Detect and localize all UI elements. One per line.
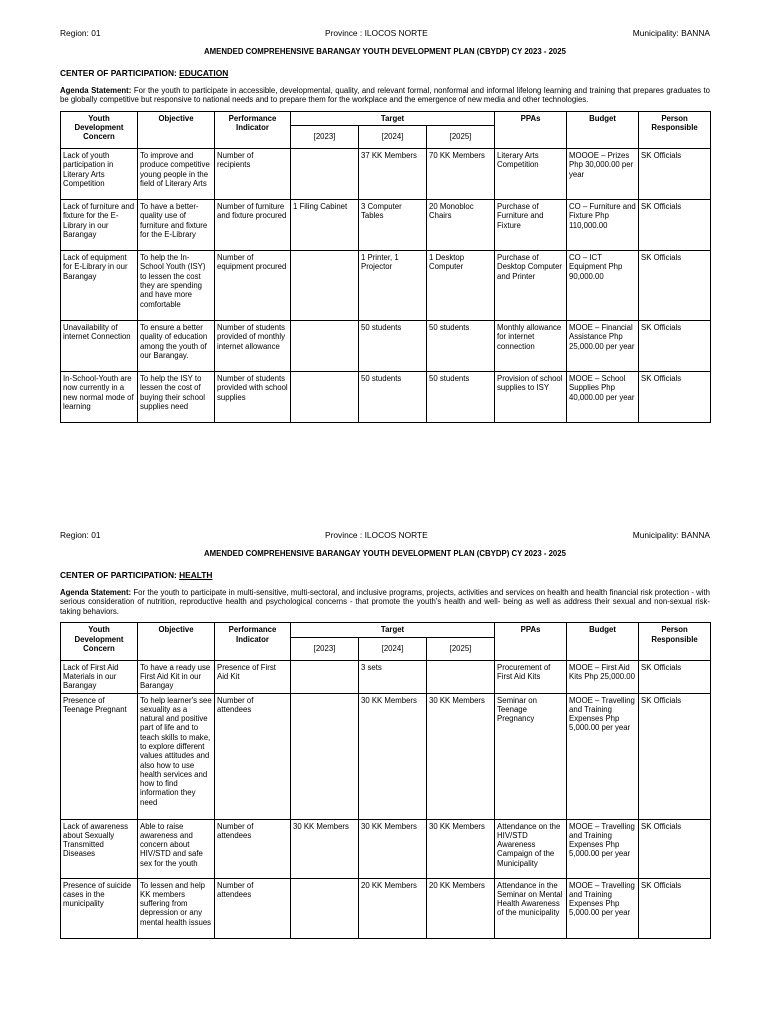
cell-2025: 20 KK Members — [427, 878, 495, 938]
cell-objective: To have a ready use First Aid Kit in our Barangay — [138, 660, 215, 693]
cell-person: SK Officials — [639, 878, 711, 938]
cell-2024: 20 KK Members — [359, 878, 427, 938]
header-year-2024: [2024] — [359, 637, 427, 660]
agenda-label: Agenda Statement: — [60, 86, 132, 95]
cell-2025: 20 Monobloc Chairs — [427, 200, 495, 251]
header-year-2025: [2025] — [427, 637, 495, 660]
cell-ppas: Attendance on the HIV/STD Awareness Campaign of the Municipality — [495, 819, 567, 878]
cell-2025: 1 Desktop Computer — [427, 251, 495, 321]
cell-budget: MOOOE – Prizes Php 30,000.00 per year — [567, 149, 639, 200]
cell-indicator: Number of students provided with school supplies — [215, 372, 291, 423]
cell-objective: To help the In-School Youth (ISY) to lessen the cost they are spending and have more comfortable — [138, 251, 215, 321]
cell-indicator: Number of students provided of monthly internet allowance — [215, 321, 291, 372]
cell-concern: Lack of awareness about Sexually Transmitted Diseases — [61, 819, 138, 878]
cell-budget: MOOE – Financial Assistance Php 25,000.00 per year — [567, 321, 639, 372]
cell-concern: Unavailability of internet Connection — [61, 321, 138, 372]
header-target: Target — [291, 623, 495, 637]
cell-2023 — [291, 251, 359, 321]
cell-2023 — [291, 149, 359, 200]
cell-concern: Lack of equipment for E-Library in our Barangay — [61, 251, 138, 321]
plan-page-education — [60, 28, 710, 423]
header-year-2023: [2023] — [291, 637, 359, 660]
cell-ppas: Purchase of Furniture and Fixture — [495, 200, 567, 251]
agenda-statement — [60, 86, 710, 105]
region-label: Region: 01 — [60, 28, 101, 38]
cell-person: SK Officials — [639, 693, 711, 819]
cell-indicator: Number of furniture and fixture procured — [215, 200, 291, 251]
cell-budget: CO – ICT Equipment Php 90,000.00 — [567, 251, 639, 321]
cell-budget: MOOE – Travelling and Training Expenses Php 5,000.00 per year — [567, 878, 639, 938]
cell-ppas: Attendance in the Seminar on Mental Health Awareness of the municipality — [495, 878, 567, 938]
cell-2024: 50 students — [359, 372, 427, 423]
table-row — [61, 372, 711, 423]
cell-person: SK Officials — [639, 149, 711, 200]
cell-budget: MOOE – School Supplies Php 40,000.00 per year — [567, 372, 639, 423]
header-year-2025: [2025] — [427, 126, 495, 149]
cell-objective: To help learner's see sexuality as a natural and positive part of life and to teach skills to make, to explore different values attitudes and also how to use health services and how to find information they need — [138, 693, 215, 819]
cell-concern: Presence of Teenage Pregnant — [61, 693, 138, 819]
header-objective: Objective — [138, 111, 215, 148]
header-year-2024: [2024] — [359, 126, 427, 149]
table-row — [61, 321, 711, 372]
cell-concern: Lack of furniture and fixture for the E-Library in our Barangay — [61, 200, 138, 251]
region-label: Region: 01 — [60, 530, 101, 540]
header-target: Target — [291, 111, 495, 125]
cell-objective: To improve and produce competitive young people in the field of Literary Arts — [138, 149, 215, 200]
center-label: CENTER OF PARTICIPATION: — [60, 68, 177, 78]
center-of-participation — [60, 68, 710, 80]
agenda-text: For the youth to participate in accessible, developmental, quality, and relevant formal, nonformal and informal lifelong learning and training that prepares graduates to be globally competitive but responsive to national needs and to prepare them for the workplace and the emergence of new media and other technologies. — [60, 86, 710, 105]
plan-page-health — [60, 530, 710, 939]
header-ppas: PPAs — [495, 623, 567, 660]
cell-2024: 50 students — [359, 321, 427, 372]
cell-person: SK Officials — [639, 819, 711, 878]
cell-2023: 1 Filing Cabinet — [291, 200, 359, 251]
cell-person: SK Officials — [639, 660, 711, 693]
cell-objective: To help the ISY to lessen the cost of buying their school supplies need — [138, 372, 215, 423]
plan-title: AMENDED COMPREHENSIVE BARANGAY YOUTH DEVELOPMENT PLAN (CBYDP) CY 2023 - 2025 — [204, 47, 566, 56]
cell-objective: To lessen and help KK members suffering from depression or any mental health issues — [138, 878, 215, 938]
plan-table — [60, 111, 711, 423]
cell-2025 — [427, 660, 495, 693]
cell-2024: 30 KK Members — [359, 819, 427, 878]
agenda-text: For the youth to participate in multi-sensitive, multi-sectoral, and inclusive programs, projects, activities and services on health and health financial risk protection - with serious consideration of nutrition, reproductive health and psychological concerns - that promote the youth's health and well- being as well as address their sexual and non-sexual risk-taking behaviors. — [60, 588, 710, 616]
cell-budget: CO – Furniture and Fixture Php 110,000.00 — [567, 200, 639, 251]
header-person: Person Responsible — [639, 623, 711, 660]
cell-2024: 37 KK Members — [359, 149, 427, 200]
cell-budget: MOOE – Travelling and Training Expenses Php 5,000.00 per year — [567, 693, 639, 819]
agenda-statement — [60, 588, 710, 616]
cell-2025: 30 KK Members — [427, 693, 495, 819]
table-row — [61, 819, 711, 878]
cell-2023 — [291, 693, 359, 819]
table-row — [61, 200, 711, 251]
cell-budget: MOOE – Travelling and Training Expenses Php 5,000.00 per year — [567, 819, 639, 878]
municipality-label: Municipality: BANNA — [632, 530, 710, 540]
plan-title: AMENDED COMPREHENSIVE BARANGAY YOUTH DEVELOPMENT PLAN (CBYDP) CY 2023 - 2025 — [204, 549, 566, 558]
cell-indicator: Number of attendees — [215, 819, 291, 878]
cell-person: SK Officials — [639, 321, 711, 372]
center-label: CENTER OF PARTICIPATION: — [60, 570, 177, 580]
cell-person: SK Officials — [639, 200, 711, 251]
cell-2023: 30 KK Members — [291, 819, 359, 878]
cell-2025: 70 KK Members — [427, 149, 495, 200]
center-value: EDUCATION — [179, 68, 229, 78]
header-indicator: Performance Indicator — [215, 623, 291, 660]
cell-2025: 30 KK Members — [427, 819, 495, 878]
header-budget: Budget — [567, 111, 639, 148]
table-row — [61, 149, 711, 200]
cell-2023 — [291, 878, 359, 938]
header-line — [60, 530, 710, 544]
cell-2023 — [291, 372, 359, 423]
cell-ppas: Monthly allowance for internet connection — [495, 321, 567, 372]
cell-indicator: Number of attendees — [215, 693, 291, 819]
cell-2025: 50 students — [427, 372, 495, 423]
province-label: Province : ILOCOS NORTE — [325, 530, 428, 540]
table-row — [61, 878, 711, 938]
cell-concern: Lack of youth participation in Literary Arts Competition — [61, 149, 138, 200]
header-person: Person Responsible — [639, 111, 711, 148]
cell-2025: 50 students — [427, 321, 495, 372]
header-concern: Youth Development Concern — [61, 623, 138, 660]
header-line — [60, 28, 710, 42]
cell-ppas: Seminar on Teenage Pregnancy — [495, 693, 567, 819]
cell-2024: 3 sets — [359, 660, 427, 693]
province-label: Province : ILOCOS NORTE — [325, 28, 428, 38]
header-indicator: Performance Indicator — [215, 111, 291, 148]
cell-2024: 30 KK Members — [359, 693, 427, 819]
header-budget: Budget — [567, 623, 639, 660]
cell-2024: 1 Printer, 1 Projector — [359, 251, 427, 321]
header-concern: Youth Development Concern — [61, 111, 138, 148]
table-row — [61, 693, 711, 819]
cell-budget: MOOE – First Aid Kits Php 25,000.00 — [567, 660, 639, 693]
cell-concern: Presence of suicide cases in the municipality — [61, 878, 138, 938]
agenda-label: Agenda Statement: — [60, 588, 132, 597]
cell-indicator: Number of attendees — [215, 878, 291, 938]
cell-ppas: Purchase of Desktop Computer and Printer — [495, 251, 567, 321]
cell-2023 — [291, 321, 359, 372]
table-row — [61, 660, 711, 693]
cell-objective: To ensure a better quality of education among the youth of our Barangay. — [138, 321, 215, 372]
header-objective: Objective — [138, 623, 215, 660]
header-ppas: PPAs — [495, 111, 567, 148]
cell-concern: Lack of First Aid Materials in our Barangay — [61, 660, 138, 693]
municipality-label: Municipality: BANNA — [632, 28, 710, 38]
header-year-2023: [2023] — [291, 126, 359, 149]
cell-concern: In-School-Youth are now currently in a new normal mode of learning — [61, 372, 138, 423]
cell-ppas: Literary Arts Competition — [495, 149, 567, 200]
cell-ppas: Procurement of First Aid Kits — [495, 660, 567, 693]
cell-person: SK Officials — [639, 372, 711, 423]
center-value: HEALTH — [179, 570, 213, 580]
cell-2024: 3 Computer Tables — [359, 200, 427, 251]
cell-indicator: Presence of First Aid Kit — [215, 660, 291, 693]
cell-objective: To have a better-quality use of furniture and fixture for the E-Library — [138, 200, 215, 251]
cell-indicator: Number of recipients — [215, 149, 291, 200]
cell-objective: Able to raise awareness and concern about HIV/STD and safe sex for the youth — [138, 819, 215, 878]
table-row — [61, 251, 711, 321]
plan-table — [60, 622, 711, 938]
cell-person: SK Officials — [639, 251, 711, 321]
cell-2023 — [291, 660, 359, 693]
center-of-participation — [60, 570, 710, 582]
cell-indicator: Number of equipment procured — [215, 251, 291, 321]
cell-ppas: Provision of school supplies to ISY — [495, 372, 567, 423]
